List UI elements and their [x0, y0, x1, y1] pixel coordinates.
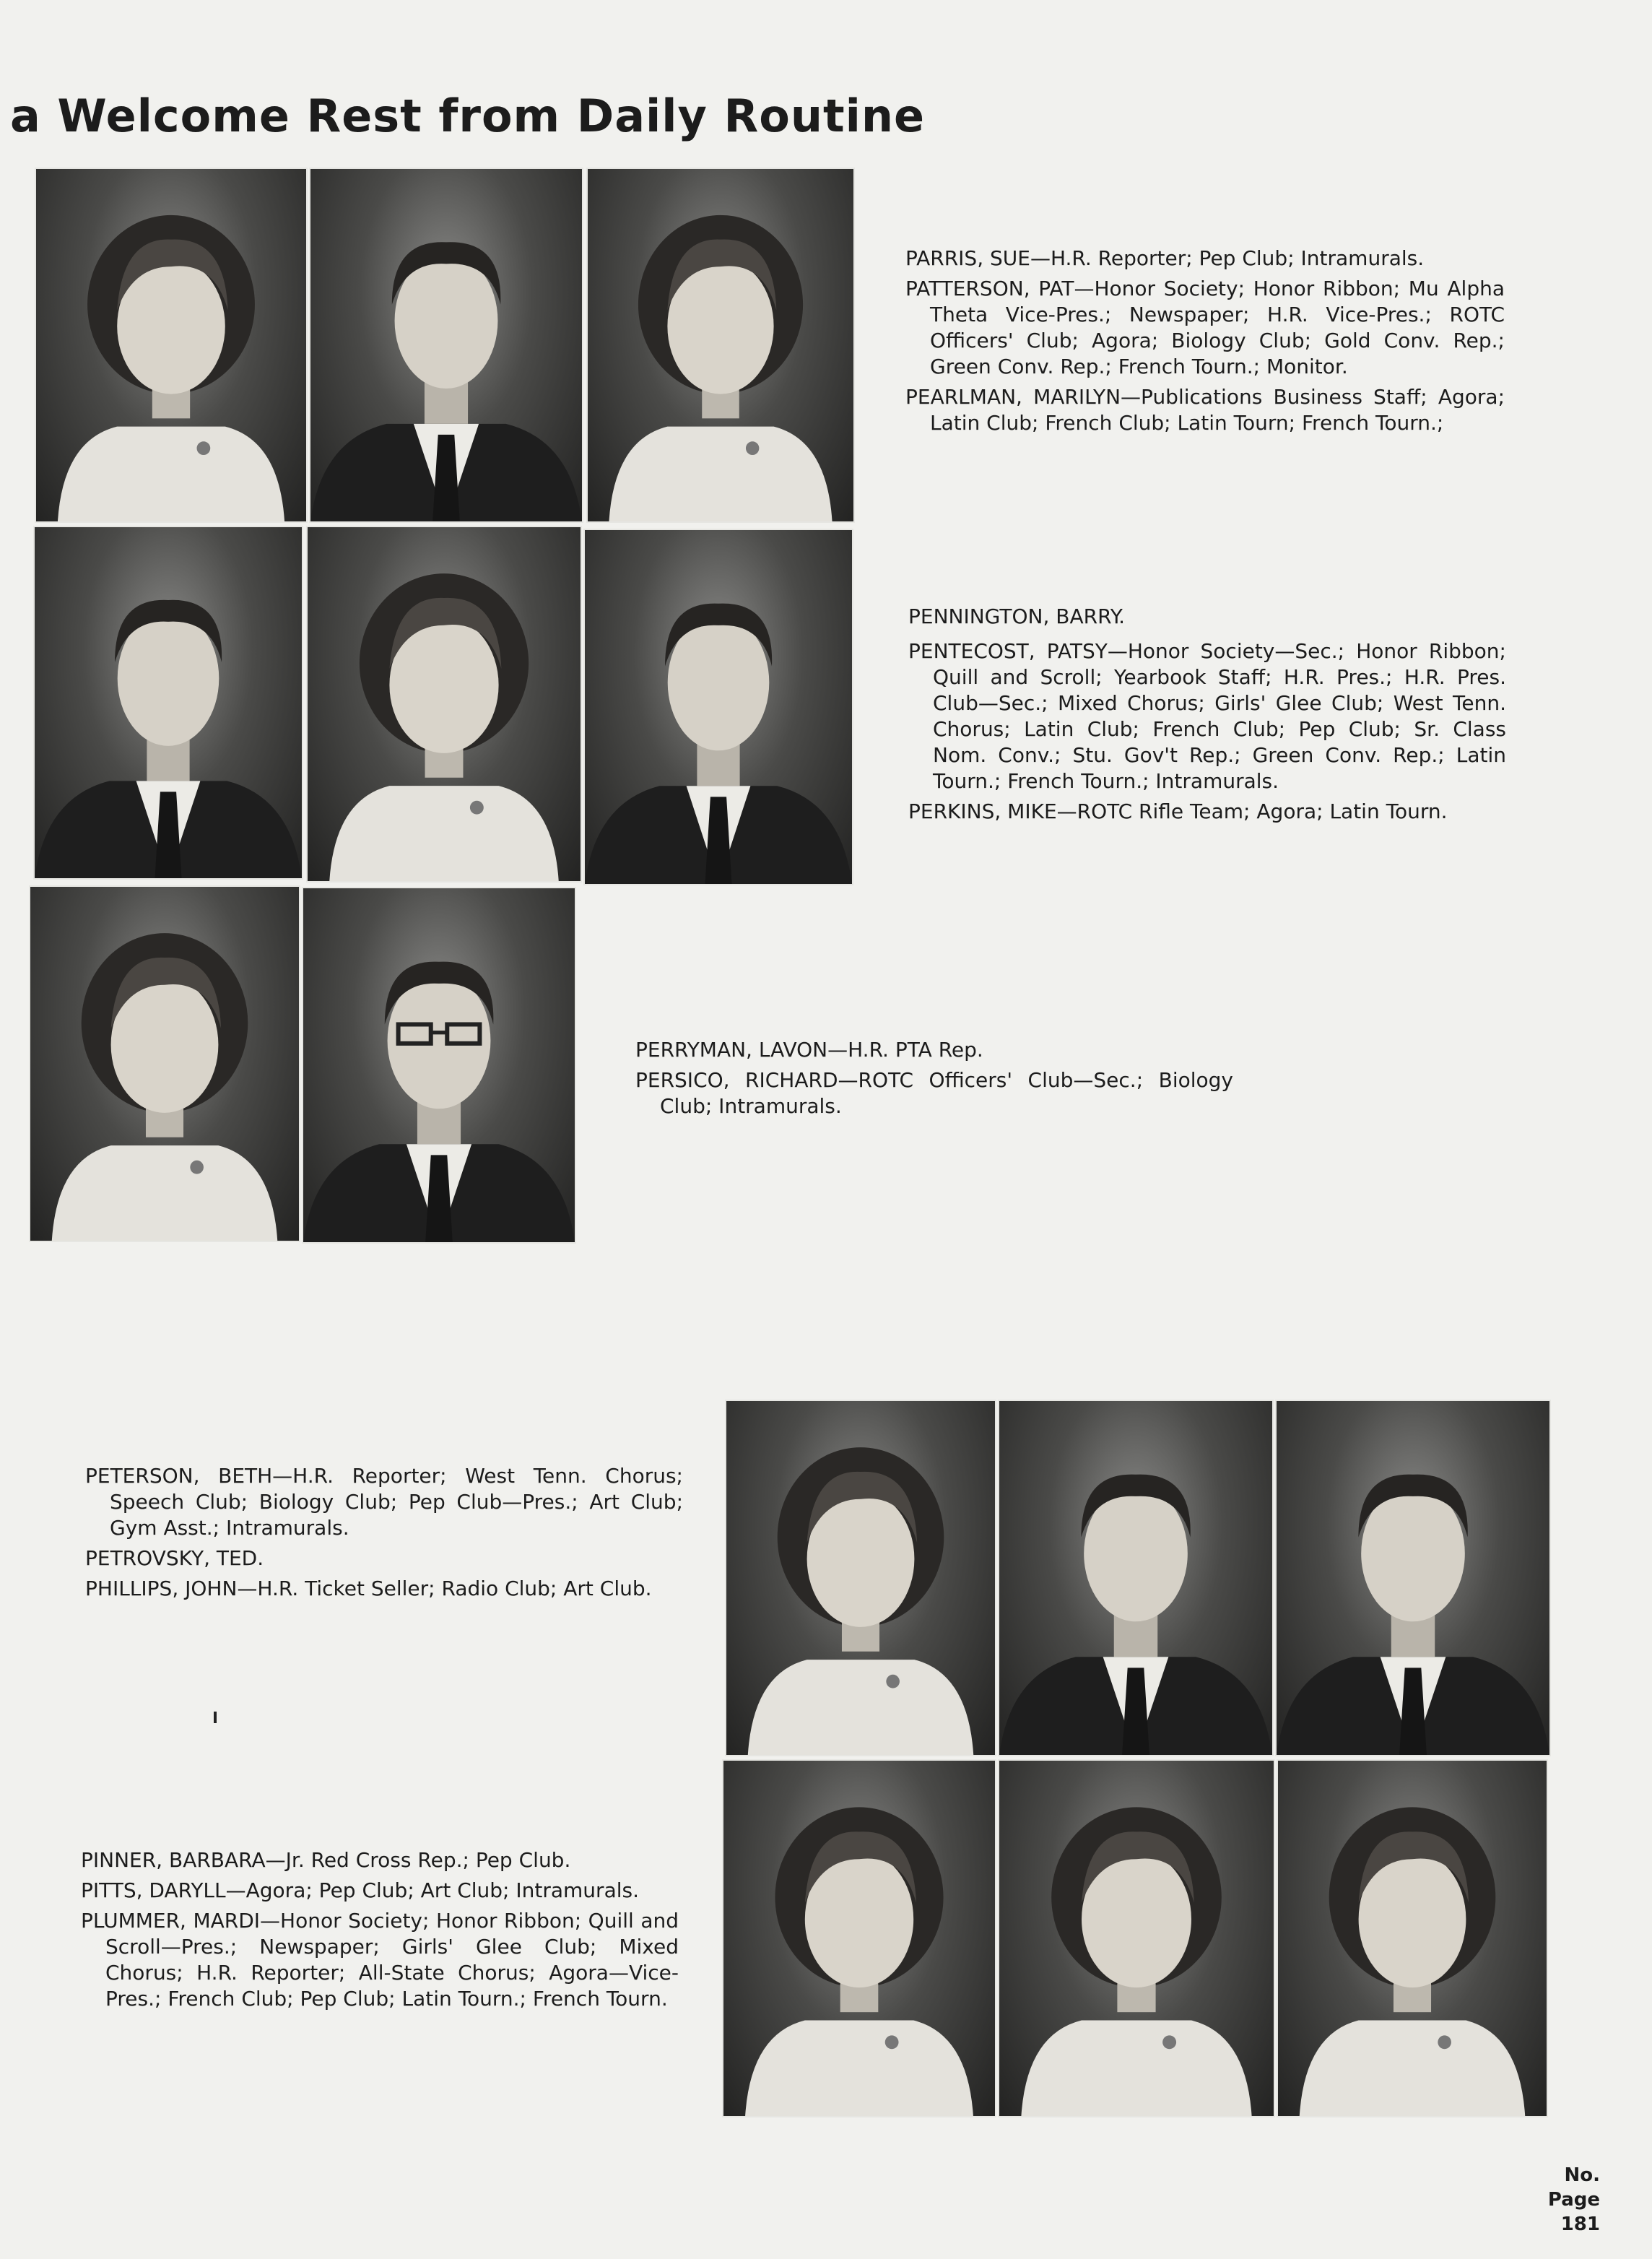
page-number-label: Page [1547, 2189, 1600, 2211]
page-number [1548, 2163, 1600, 2237]
caption-block [81, 1847, 679, 2016]
student-entry: PENTECOST, PATSY—Honor Society—Sec.; Honor Ribbon; Quill and Scroll; Yearbook Staff; H.R. Pres.; H.R. Pres. Club—Sec.; Mixed Chorus; Girls' Glee Club; West Tenn. Chorus; Latin Club; French Club; Pep Club; Sr. Class Nom. Conv.; Stu. Gov't Rep.; Green Conv. Rep.; Latin Tourn.; French Tourn.; Intramurals. [908, 639, 1506, 793]
caption-block [905, 246, 1505, 441]
student-entry: PEARLMAN, MARILYN—Publications Business Staff; Agora; Latin Club; French Club; Latin Tourn; French Tourn.; [905, 385, 1505, 435]
caption-block [85, 1463, 683, 1606]
student-entry: PETERSON, BETH—H.R. Reporter; West Tenn. Chorus; Speech Club; Biology Club; Pep Club—Pres.; Art Club; Gym Asst.; Intramurals. [85, 1464, 683, 1540]
student-entry: PHILLIPS, JOHN—H.R. Ticket Seller; Radio Club; Art Club. [85, 1577, 652, 1600]
portrait-photo [35, 168, 308, 523]
print-speck [214, 1712, 217, 1723]
portrait-photo [583, 529, 853, 885]
portrait-photo [1275, 1400, 1551, 1756]
portrait-photo [306, 526, 582, 883]
student-entry: PERKINS, MIKE—ROTC Rifle Team; Agora; Latin Tourn. [908, 799, 1448, 823]
student-entry: PITTS, DARYLL—Agora; Pep Club; Art Club; Intramurals. [81, 1878, 639, 1902]
portrait-photo [309, 168, 583, 523]
page-title: a Welcome Rest from Daily Routine [10, 90, 926, 142]
caption-block [908, 604, 1506, 829]
student-entry: PERRYMAN, LAVON—H.R. PTA Rep. [635, 1038, 983, 1062]
page-number-value: 181 [1560, 2214, 1600, 2235]
student-entry: PARRIS, SUE—H.R. Reporter; Pep Club; Intramurals. [905, 246, 1425, 270]
portrait-photo [722, 1759, 996, 2117]
portrait-photo [29, 885, 300, 1242]
portrait-photo [302, 887, 576, 1244]
caption-block [635, 1037, 1233, 1124]
portrait-photo [725, 1400, 996, 1756]
student-entry: PINNER, BARBARA—Jr. Red Cross Rep.; Pep Club. [81, 1848, 571, 1872]
portrait-photo [33, 526, 303, 880]
student-entry: PATTERSON, PAT—Honor Society; Honor Ribbon; Mu Alpha Theta Vice-Pres.; Newspaper; H.R. Vice-Pres.; ROTC Officers' Club; Agora; Biology Club; Gold Conv. Rep.; Green Conv. Rep.; French Tourn.; Monitor. [905, 277, 1505, 378]
portrait-photo [586, 168, 855, 523]
portrait-photo [1277, 1759, 1548, 2117]
page-number-label: No. [1564, 2164, 1600, 2186]
student-entry: PLUMMER, MARDI—Honor Society; Honor Ribbon; Quill and Scroll—Pres.; Newspaper; Girls' Glee Club; Mixed Chorus; H.R. Reporter; All-State Chorus; Agora—Vice-Pres.; French Club; Pep Club; Latin Tourn.; French Tourn. [81, 1909, 679, 2011]
portrait-photo [998, 1400, 1274, 1756]
student-entry: PENNINGTON, BARRY. [908, 604, 1126, 628]
portrait-photo [998, 1759, 1275, 2117]
student-entry: PETROVSKY, TED. [85, 1546, 264, 1570]
student-entry: PERSICO, RICHARD—ROTC Officers' Club—Sec.; Biology Club; Intramurals. [635, 1068, 1233, 1118]
